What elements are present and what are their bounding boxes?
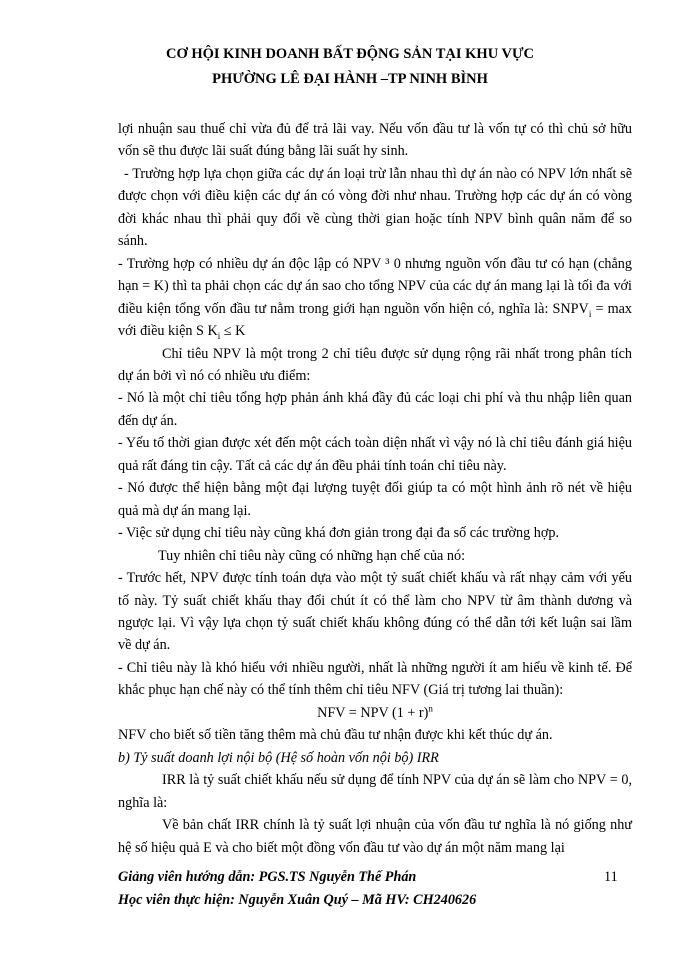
footer-student: Học viên thực hiện: Nguyễn Xuân Quý – Mã HV: CH240626 [118, 892, 477, 908]
footer-advisor: Giảng viên hướng dẫn: PGS.TS Nguyễn Thế Phán [118, 869, 417, 885]
paragraph: Chỉ tiêu NPV là một trong 2 chỉ tiêu được sử dụng rộng rãi nhất trong phân tích dự án bởi vì nó có nhiều ưu điểm: [118, 345, 632, 384]
paragraph: - Trước hết, NPV được tính toán dựa vào một tỷ suất chiết khấu và rất nhạy cảm với yếu tố này. Tỷ suất chiết khấu thay đổi chút ít có thể làm cho NPV từ âm thành dương và ngược lại. Vì vậy lựa chọn tỷ suất chiết khấu không đúng có thể dẫn tới kết luận sai lầm về dự án. [118, 570, 632, 654]
paragraph: - Yếu tố thời gian được xét đến một cách toàn diện nhất vì vậy nó là chỉ tiêu đánh giá hiệu quả rất đáng tin cậy. Tất cả các dự án đều phải tính toán chỉ tiêu này. [118, 435, 632, 474]
paragraph: - Trường hợp lựa chọn giữa các dự án loại trừ lẫn nhau thì dự án nào có NPV lớn nhất sẽ được chọn với điều kiện các dự án có vòng đời như nhau. Trường hợp các dự án có vòng đời khác nhau thì phải quy đổi về cùng thời gian hoặc tính NPV bình quân năm để so sánh. [118, 165, 632, 250]
paragraph: Về bản chất IRR chính là tỷ suất lợi nhuận của vốn đầu tư nghĩa là nó giống như hệ số hiệu quả E và cho biết một đồng vốn đầu tư vào dự án một năm mang lại [118, 817, 632, 856]
header-title-line-1: CƠ HỘI KINH DOANH BẤT ĐỘNG SẢN TẠI KHU VỰC [165, 46, 535, 62]
formula-nfv: NFV = NPV $(1 + r)^n$ [317, 703, 433, 721]
page-number: 11 [604, 869, 618, 885]
document-header [0, 42, 700, 92]
paragraph: - Nó là một chỉ tiêu tổng hợp phản ánh khá đầy đủ các loại chi phí và thu nhập liên quan đến dự án. [118, 390, 632, 429]
paragraph: lợi nhuận sau thuế chỉ vừa đủ để trả lãi vay. Nếu vốn đầu tư là vốn tự có thì chủ sở hữu vốn sẽ thu được lãi suất đúng bằng lãi suất hy sinh. [118, 121, 632, 160]
paragraph: IRR là tỷ suất chiết khấu nếu sử dụng để tính NPV của dự án sẽ làm cho NPV = 0, nghĩa là: [118, 772, 632, 811]
paragraph: NFV cho biết số tiền tăng thêm mà chủ đầu tư nhận được khi kết thúc dự án. [118, 727, 553, 744]
paragraph: Tuy nhiên chỉ tiêu này cũng có những hạn chế của nó: [158, 547, 466, 564]
paragraph: - Việc sử dụng chỉ tiêu này cũng khá đơn giản trong đại đa số các trường hợp. [118, 525, 560, 542]
paragraph: - Chỉ tiêu này là khó hiểu với nhiều người, nhất là những người ít am hiểu về kinh tế. Để khắc phục hạn chế này có thể tính thêm chỉ tiêu NFV (Giá trị tương lai thuần): [118, 659, 632, 699]
paragraph: - Trường hợp có nhiều dự án độc lập có NPV ³ 0 nhưng nguồn vốn đầu tư có hạn (chẳng hạn = K) thì ta phải chọn các dự án sao cho tổng NPV của các dự án mang lại là tối đa với điều kiện tổng vốn đầu tư nằm trong giới hạn nguồn vốn hiện có, nghĩa là: $SNPV_i = \max$ với điều kiện S $K_i \le K$ [118, 255, 632, 341]
document-body [118, 118, 632, 859]
section-heading-irr: b) Tỷ suất doanh lợi nội bộ (Hệ số hoàn vốn nội bộ) IRR [118, 749, 439, 766]
header-title-line-2: PHƯỜNG LÊ ĐẠI HÀNH –TP NINH BÌNH [212, 71, 488, 87]
paragraph: - Nó được thể hiện bằng một đại lượng tuyệt đối giúp ta có một hình ảnh rõ nét về hiệu quả mà dự án mang lại. [118, 480, 632, 519]
